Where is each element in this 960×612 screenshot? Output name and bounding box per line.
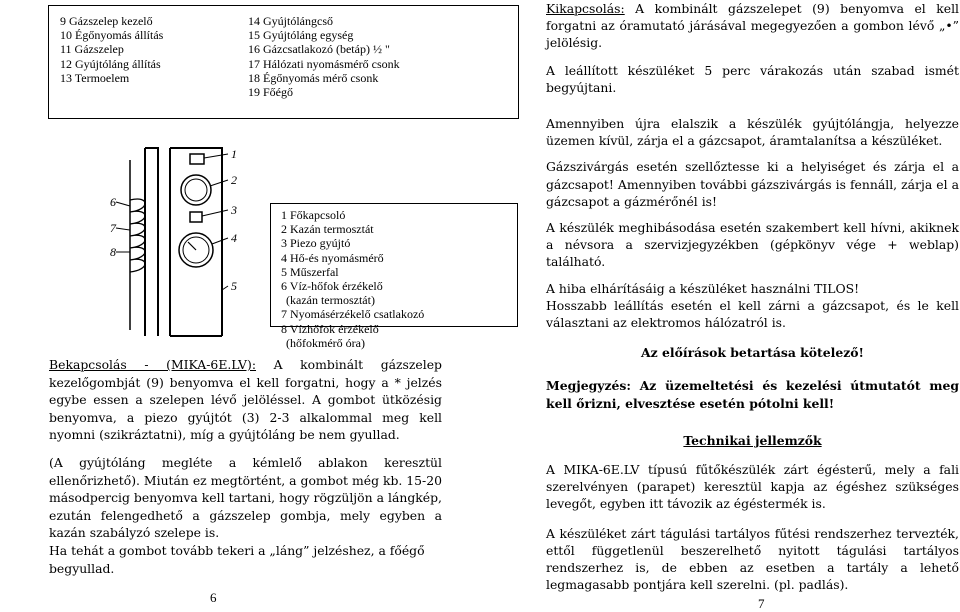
diagram-label-5: 5 [231,279,237,293]
page-number-left: 6 [210,590,217,605]
left-column-text [49,356,442,577]
right-column-text [546,0,959,593]
legend-item: 19 Főégő [248,85,293,100]
legend-item: 11 Gázszelep [60,42,124,57]
legend-box [48,5,519,119]
page-number-right: 7 [758,596,765,611]
paragraph: A hiba elhárításáig a készüléket használni TILOS! [546,280,860,296]
paragraph: Ha tehát a gombot tovább tekeri a „láng” jelzéshez, a főégő begyullad. [49,542,425,576]
paragraph: A készülék meghibásodása esetén szakembert kell hívni, akiknek a névsora a szervizjegyzékben (gépkönyv vége + weblap) található. [546,220,959,270]
tech-heading: Technikai jellemzők [683,432,822,448]
paragraph: Amennyiben újra elalszik a készülék gyújtólángja, helyezze üzemen kívül, zárja el a gázcsapot, áramtalanítsa a készüléket. [546,116,959,149]
diagram-label-6: 6 [110,195,116,209]
parts-item: 2 Kazán termosztát [281,222,374,237]
parts-item: 7 Nyomásérzékelő csatlakozó [281,307,425,322]
parts-item: 6 Víz-hőfok érzékelő [281,279,383,294]
paragraph: Gázszivárgás esetén szellőztesse ki a helyiséget és zárja el a gázcsapot! Amennyiben további gázszivárgás is fennáll, zárja el a gázcsapot a gázmérőnél is! [546,159,959,209]
parts-item: (hőfokmérő óra) [286,335,365,350]
legend-item: 16 Gázcsatlakozó (betáp) ½ " [248,42,390,57]
parts-list-box [270,203,518,350]
switch-off-paragraph: Kikapcsolás: A kombinált gázszelepet (9) benyomva el kell forgatni az óramutató járásával megegyezően a gombon lévő „•” jelölésig. [546,1,959,51]
legend-item: 18 Égőnyomás mérő csonk [248,70,379,85]
boiler-panel-diagram [110,140,260,340]
legend-item: 12 Gyújtóláng állítás [60,56,161,71]
switch-on-paragraph: Bekapcsolás - (MIKA-6E.LV): A kombinált gázszelep kezelőgombját (9) benyomva el kell forgatni, hogy a * jelzés egybe essen a szelepen lévő jelöléssel. A gombot ütközésig benyomva, a piezo gyújtót (3) 2-3 alkalommal meg kell nyomni (szikráztatni), míg a gyújtóláng be nem gyullad. [49,357,442,443]
diagram-label-3: 3 [231,203,237,217]
legend-item: 9 Gázszelep kezelő [60,14,153,28]
parts-item: 1 Főkapcsoló [281,208,346,222]
parts-item: 4 Hő-és nyomásmérő [281,250,384,265]
paragraph: A készüléket zárt tágulási tartályos fűtési rendszerhez tervezték, ettől függetlenül beszerelhető nyitott tágulási tartályos rendszerhez is, de ebben az esetben a tartály a lehető legmagasabb pontjára kell szerelni. (pl. padlás). [546,525,959,593]
parts-item: (kazán termosztát) [286,293,375,308]
diagram-label-1: 1 [231,147,237,161]
warning-text: Az előírások betartása kötelező! [641,345,864,361]
legend-column-2 [248,14,400,99]
note-text: Megjegyzés: Az üzemeltetési és kezelési útmutatót meg kell őrizni, elvesztése esetén pótolni kell! [546,378,959,411]
switch-off-heading: Kikapcsolás: [546,1,625,16]
diagram-label-7: 7 [110,221,116,235]
parts-item: 3 Piezo gyújtó [281,236,351,251]
legend-item: 14 Gyújtólángcső [248,14,333,28]
legend-item: 10 Égőnyomás állítás [60,28,164,43]
legend-column-1 [60,14,163,85]
paragraph: Hosszabb leállítás esetén el kell zárni a gázcsapot, és le kell választani az elektromos hálózatról is. [546,297,959,331]
diagram-label-4: 4 [231,231,237,245]
parts-item: 5 Műszerfal [281,264,339,279]
legend-item: 15 Gyújtóláng egység [248,28,354,43]
legend-item: 17 Hálózati nyomásmérő csonk [248,56,400,71]
paragraph: (A gyújtóláng megléte a kémlelő ablakon keresztül ellenőrizhető). Miután ez megtörtént, a gombot még kb. 15-20 másodpercig benyomva kell tartani, hogy rögzüljön a lángkép, ezután felengedhető a gázszelep gombja, mely egyben a kazán szabályzó szelepe is. [49,454,442,541]
paragraph: A MIKA-6E.LV típusú fűtőkészülék zárt égésterű, mely a fali szerelvényen (parapet) keresztül kapja az égéshez szükséges levegőt, egyben itt távozik az égéstermék is. [546,462,959,512]
paragraph: A leállított készüléket 5 perc várakozás után szabad ismét begyújtani. [546,62,959,95]
switch-on-heading: Bekapcsolás - (MIKA-6E.LV): [49,357,257,372]
legend-item: 13 Termoelem [60,70,130,85]
parts-item: 8 Vízhőfok érzékelő [281,321,379,336]
diagram-label-8: 8 [110,245,116,259]
diagram-label-2: 2 [231,173,237,187]
